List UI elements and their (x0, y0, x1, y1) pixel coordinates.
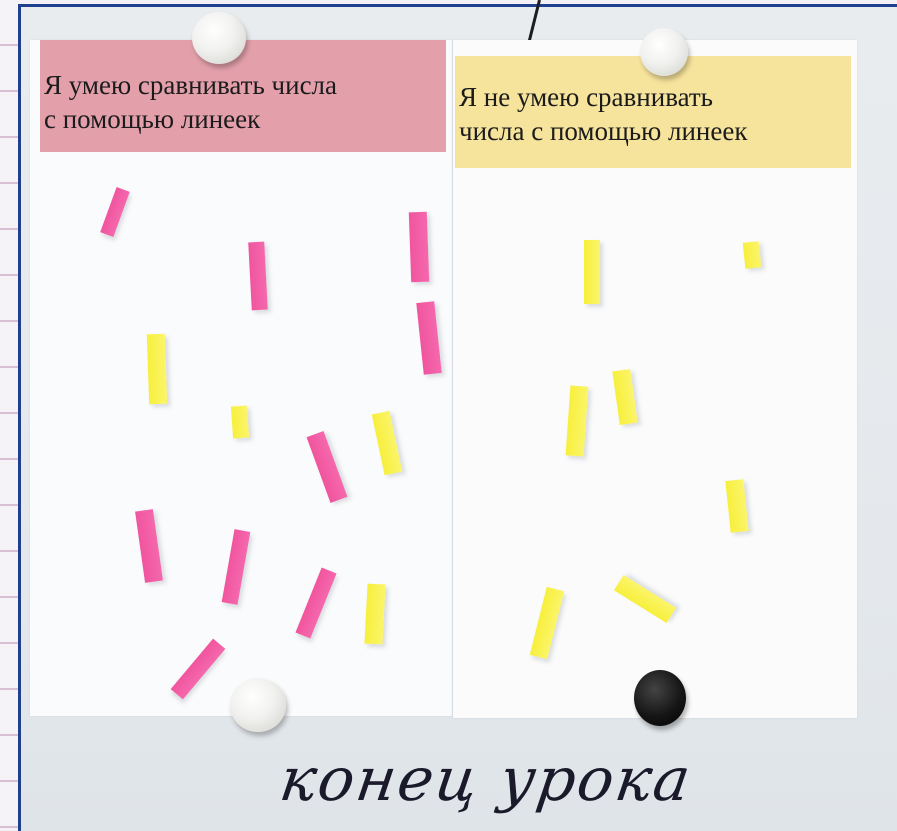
sticky-note-yellow (584, 240, 600, 304)
magnet-bottom-left (230, 678, 286, 732)
sticky-note-yellow (147, 334, 167, 405)
sticky-note-yellow (743, 241, 762, 269)
right-card-line-2: числа с помощью линеек (459, 116, 748, 146)
right-card-line-1: Я не умею сравнивать (459, 82, 713, 112)
handwritten-text: конец урока (275, 745, 697, 815)
left-card-line-2: с помощью линеек (44, 104, 261, 134)
left-category-card (40, 40, 446, 152)
sticky-note-yellow (364, 584, 385, 645)
sticky-note-yellow (231, 405, 249, 438)
magnet-top-right (640, 28, 688, 76)
sticky-note-pink (409, 212, 429, 283)
left-card-line-1: Я умею сравнивать числа (44, 70, 338, 100)
magnet-top-left (192, 12, 246, 64)
magnet-bottom-right (634, 670, 686, 726)
